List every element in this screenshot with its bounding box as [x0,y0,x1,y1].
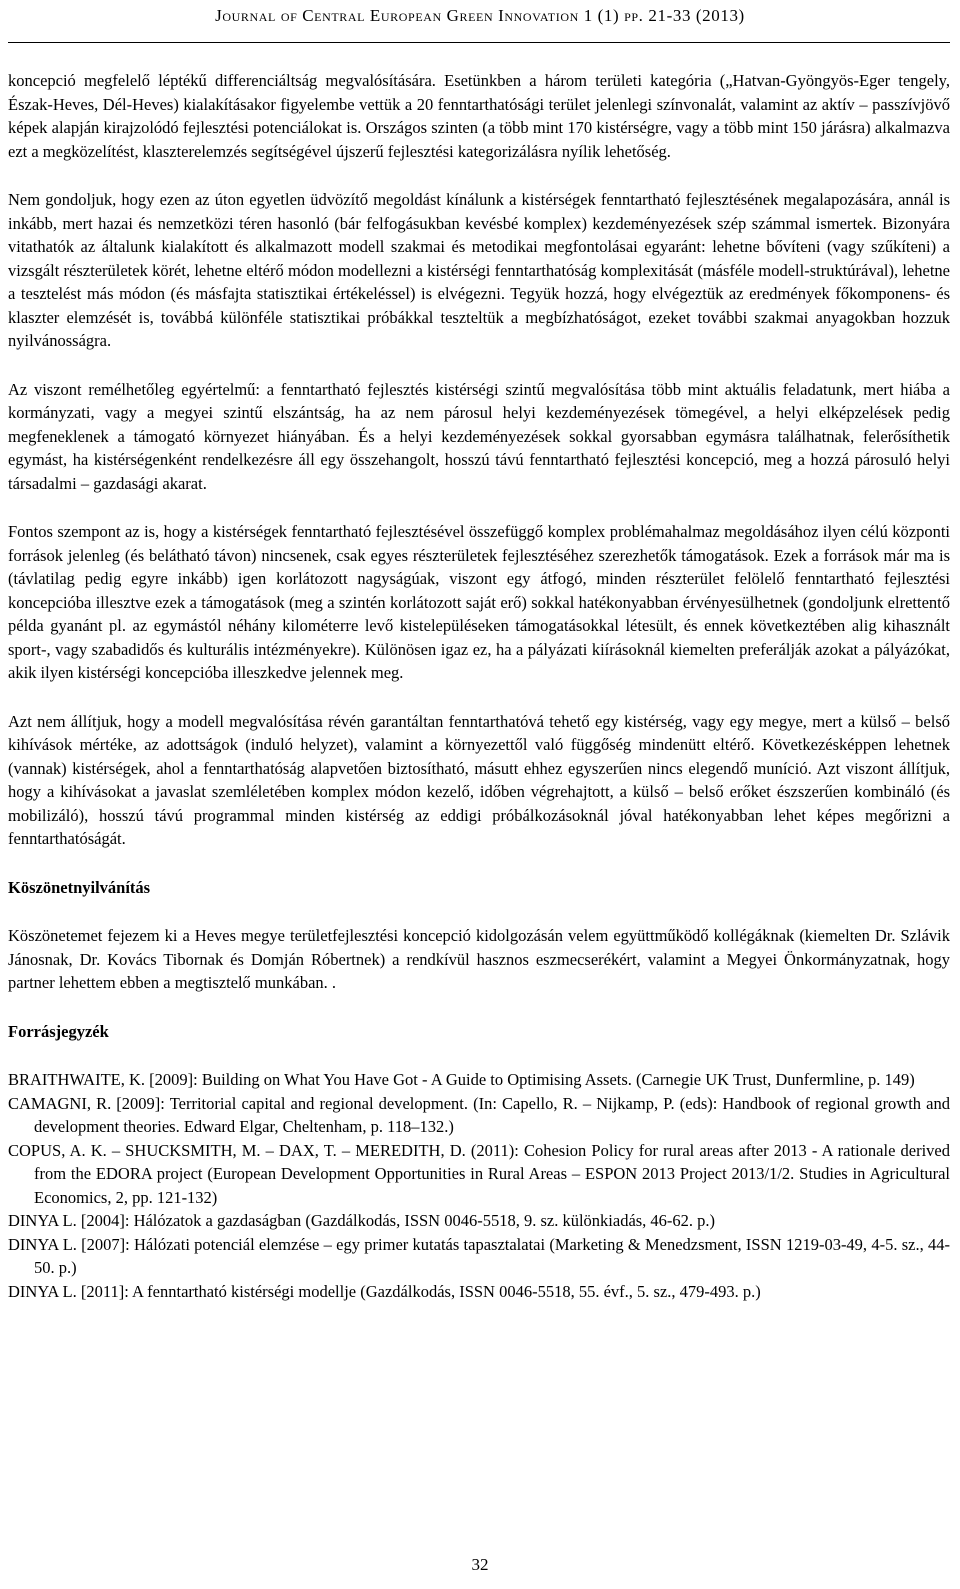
reference-item: BRAITHWAITE, K. [2009]: Building on What You Have Got - A Guide to Optimising Assets. (Carnegie UK Trust, Dunfermline, p. 149) [8,1070,915,1089]
reference-item: CAMAGNI, R. [2009]: Territorial capital and regional development. (In: Capello, R. – Nijkamp, P. (eds): Handbook of regional growth and development theories. Edward Elgar, Cheltenham, p. 118–132.) [8,1093,950,1136]
reference-item: DINYA L. [2004]: Hálózatok a gazdaságban (Gazdálkodás, ISSN 0046-5518, 9. sz. különkiadás, 46-62. p.) [8,1211,716,1230]
acknowledgement-heading: Köszönetnyilvánítás [8,877,151,897]
body-paragraph: Nem gondoljuk, hogy ezen az úton egyetlen üdvözítő megoldást kínálunk a kistérségek fenntartható fejlesztésének megalapozására, annál is inkább, mert hazai és nemzetközi téren hasonló (bár felfogásukban kevésbé komplex) kezdeményezések szép számmal ismertek. Bizonyára vitathatók az általunk kialakított és alkalmazott modell szakmai és metodikai megfontolásai egyaránt: lehetne bővíteni (vagy szűkíteni) a vizsgált részterületek körét, lehetne eltérő módon modellezni a kistérségi fenntarthatóság komplexitását (másféle modell-struktúrával), lehetne a tesztelést más módon (és másfajta statisztikai értékeléssel) is elvégezni. Tegyük hozzá, hogy elvégeztük az eredmények főkomponens- és klaszter elemzését is, továbbá különféle statisztikai próbákkal teszteltük a megbízhatóságot, ezeket további szakmai anyagokban hozzuk nyilvánosságra. [8,190,950,350]
body-paragraph: Azt nem állítjuk, hogy a modell megvalósítása révén garantáltan fenntarthatóvá tehető egy kistérség, vagy egy megye, mert a külső – belső kihívások mértéke, az adottságok (induló helyzet), valamint a környezettől való függőség mindenütt eltérő. Következésképpen lehetnek (vannak) kistérségek, ahol a fenntarthatóság alapvetően biztosítható, másutt ehhez egyszerűen nincs elegendő muníció. Azt viszont állítjuk, hogy a kihívásokat a javaslat szemléletében komplex módon kezelő, időben végrehajtott, a külső – belső erőket észszerűen kombináló (és mobilizáló), hosszú távú programmal minden kistérség az eddigi próbálkozásoknál jóval hatékonyabban lehet képes megőrizni a fenntarthatóságát. [8,711,950,848]
acknowledgement-text: Köszönetemet fejezem ki a Heves megye területfejlesztési koncepció kidolgozásán velem együttműködő kollégáknak (kiemelten Dr. Szlávik Jánosnak, Dr. Kovács Tibornak és Domján Róbertnek) a rendkívül hasznos eszmecserékért, valamint a Megyei Önkormányzatnak, hogy partner lehettem ebben a megtisztelő munkában. . [8,926,950,992]
reference-item: COPUS, A. K. – SHUCKSMITH, M. – DAX, T. – MEREDITH, D. (2011): Cohesion Policy for rural areas after 2013 - A rationale derived from the EDORA project (European Development Opportunities in Rural Areas – ESPON 2013 Project 2013/1/2. Studies in Agricultural Economics, 2, pp. 121-132) [8,1140,950,1207]
page-body [8,69,950,1303]
body-paragraph: koncepció megfelelő léptékű differenciáltság megvalósítására. Esetünkben a három területi kategória („Hatvan-Gyöngyös-Eger tengely, Észak-Heves, Dél-Heves) kialakításakor figyelembe vettük a 20 fenntarthatósági terület jelenlegi színvonalát, valamint az aktív – passzívjövő képek alapján kirajzolódó fejlesztési potenciálokat is. Országos szinten (a több mint 170 kistérségre, vagy a több mint 150 járásra) alkalmazva ezt a megközelítést, klaszterelemzés segítségével újszerű fejlesztési kategorizálásra nyílik lehetőség. [8,71,950,161]
body-paragraph: Fontos szempont az is, hogy a kistérségek fenntartható fejlesztésével összefüggő komplex problémahalmaz megoldásához ilyen célú központi források jelenleg (és belátható távon) nincsenek, csak egyes részterületek fejlesztéséhez szerezhetők támogatások. Ezek a források már ma is (távlatilag pedig egyre inkább) igen korlátozott nagyságúak, viszont egy átfogó, minden részterület felölelő fenntartható fejlesztési koncepcióba illesztve ezek a támogatások (meg a szintén korlátozott saját erő) sokkal hatékonyabban érvényesülhetnek (gondoljunk elrettentő példa gyanánt pl. az egymástól néhány kilométerre levő kistelepüléseken támogatásokkal létesült, és ennek következtében alig kihasznált sport-, vagy szabadidős és kulturális intézményekre). Különösen igaz ez, ha a pályázati kiírásoknál kiemelten preferálják azokat a pályázókat, akik ilyen kistérségi koncepcióba illeszkedve jelennek meg. [8,522,950,682]
header-rule [8,42,950,43]
page-number: 32 [471,1555,489,1574]
running-header: Journal of Central European Green Innovation 1 (1) pp. 21-33 (2013) [215,6,745,25]
references-heading: Forrásjegyzék [8,1021,109,1041]
reference-list [8,1068,950,1303]
reference-item: DINYA L. [2011]: A fenntartható kistérségi modellje (Gazdálkodás, ISSN 0046-5518, 55. évf., 5. sz., 479-493. p.) [8,1281,761,1301]
body-paragraph: Az viszont remélhetőleg egyértelmű: a fenntartható fejlesztés kistérségi szintű megvalósítása több mint aktuális feladatunk, mert hiába a kormányzati, vagy a megyei szintű elszántság, ha az nem párosul helyi kezdeményezések tömegével, a helyi elképzelések pedig megfeneklenek a támogató környezet hiányában. És a helyi kezdeményezések sokkal gyorsabban egymásra találhatnak, felerősíthetik egymást, ha kistérségenként rendelkezésre áll egy összehangolt, hosszú távú fenntartható fejlesztési koncepció, meg a hozzá párosuló helyi társadalmi – gazdasági akarat. [8,379,950,493]
reference-item: DINYA L. [2007]: Hálózati potenciál elemzése – egy primer kutatás tapasztalatai (Marketing & Menedzsment, ISSN 1219-03-49, 4-5. sz., 44-50. p.) [8,1234,950,1277]
